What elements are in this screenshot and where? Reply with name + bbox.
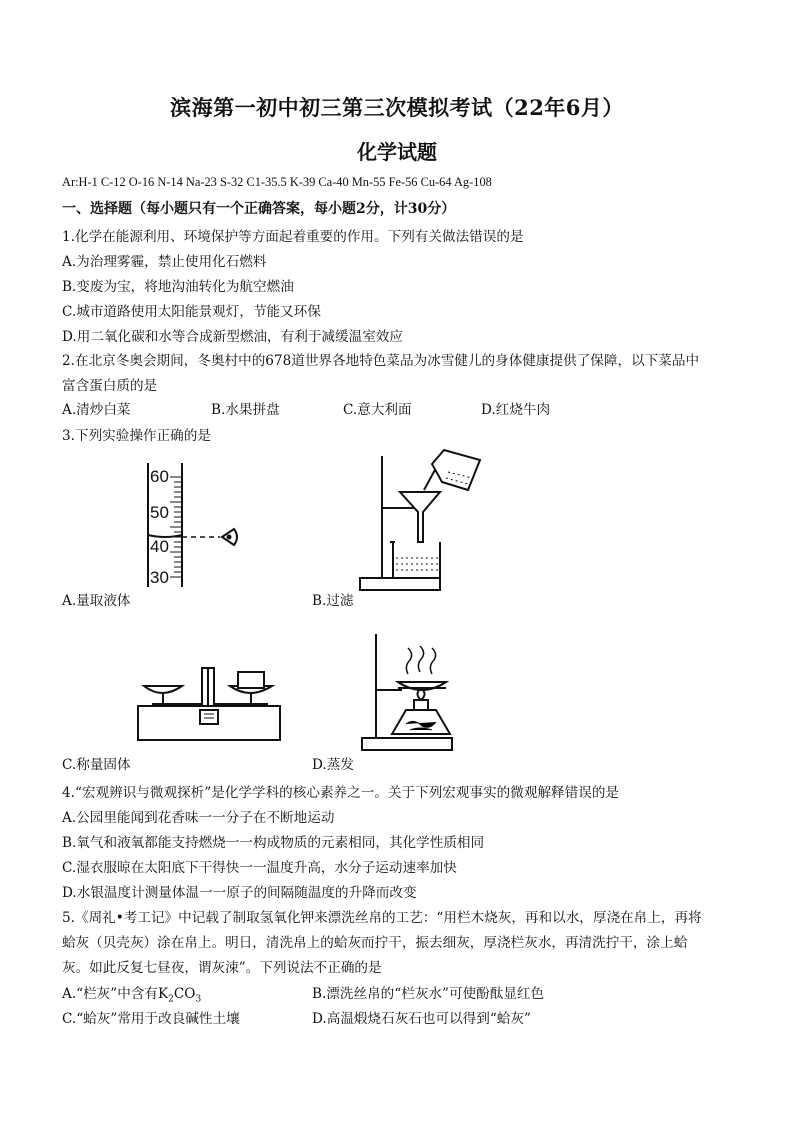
q1-option-b: B.变废为宝，将地沟油转化为航空燃油 — [62, 279, 294, 295]
q5-option-b: B.漂洗丝帛的“栏灰水”可使酚酞显红色 — [312, 986, 545, 1002]
q2-option-b: B.水果拼盘 — [211, 402, 280, 418]
q5-option-d: D.高温煅烧石灰石也可以得到“蛤灰” — [312, 1011, 531, 1027]
q2-option-d: D.红烧牛肉 — [481, 402, 551, 418]
cyl-tick-60: 60 — [150, 467, 169, 486]
q5-option-a-sub2: 3 — [195, 994, 202, 1005]
q4-option-a: A.公园里能闻到花香味一一分子在不断地运动 — [62, 810, 335, 826]
q2-stem-line2: 富含蛋白质的是 — [62, 378, 158, 394]
q5-option-a-suffix: CO — [173, 986, 196, 1002]
q3-stem: 3.下列实验操作正确的是 — [62, 428, 211, 444]
q1-option-c: C.城市道路使用太阳能景观灯，节能又环保 — [62, 304, 321, 320]
q1-stem: 1.化学在能源利用、环境保护等方面起着重要的作用。下列有关做法错误的是 — [62, 229, 524, 245]
exam-title: 滨海第一初中初三第三次模拟考试（22年6月） — [170, 95, 624, 120]
exam-subtitle: 化学试题 — [357, 140, 437, 164]
q5-stem-line3: 灰。如此反复七昼夜，谓灰涑”。下列说法不正确的是 — [62, 960, 382, 976]
q5-option-a — [62, 982, 201, 1005]
q2-option-a: A.清炒白菜 — [62, 402, 131, 418]
q3-option-d: D.蒸发 — [312, 757, 354, 773]
figure-balance — [138, 664, 283, 754]
cyl-tick-50: 50 — [150, 503, 169, 522]
q1-option-a: A.为治理雾霾，禁止使用化石燃料 — [62, 254, 267, 270]
q5-option-c: C.“蛤灰”常用于改良碱性土壤 — [62, 1011, 240, 1027]
q5-stem-line2: 蛤灰（贝壳灰）涂在帛上。明日，清洗帛上的蛤灰而拧干，振去细灰，厚浇栏灰水，再清洗拧干，涂上蛤 — [62, 935, 688, 951]
figure-graduated-cylinder — [130, 455, 250, 590]
cyl-tick-40: 40 — [150, 537, 169, 556]
figure-evaporation — [362, 630, 472, 755]
q3-option-b: B.过滤 — [312, 593, 354, 609]
q3-option-a: A.量取液体 — [62, 593, 131, 609]
q4-option-c: C.湿衣服晾在太阳底下干得快一一温度升高，水分子运动速率加快 — [62, 860, 457, 876]
atomic-masses: Ar:H-1 C-12 O-16 N-14 Na-23 S-32 C1-35.5 K-39 Ca-40 Mn-55 Fe-56 Cu-64 Ag-108 — [62, 175, 492, 189]
section-heading: 一、选择题（每小题只有一个正确答案，每小题2分，计30分） — [62, 201, 456, 217]
cyl-tick-30: 30 — [150, 568, 169, 587]
q3-option-c: C.称量固体 — [62, 757, 131, 773]
q2-option-c: C.意大利面 — [343, 402, 412, 418]
q5-stem-line1: 5.《周礼•考工记》中记载了制取氢氧化钾来漂洗丝帛的工艺：“用栏木烧灰，再和以水，厚浇在帛上，再将 — [62, 910, 702, 926]
q5-option-a-sub1: 2 — [168, 994, 174, 1005]
figure-filtration — [360, 446, 490, 596]
q1-option-d: D.用二氧化碳和水等合成新型燃油，有利于减缓温室效应 — [62, 329, 403, 345]
q2-stem-line1: 2.在北京冬奥会期间，冬奥村中的678道世界各地特色菜品为冰雪健儿的身体健康提供了保障，以下菜品中 — [62, 353, 700, 369]
q4-stem: 4.“宏观辨识与微观探析”是化学学科的核心素养之一。关于下列宏观事实的微观解释错误的是 — [62, 785, 620, 801]
q4-option-d: D.水银温度计测量体温一一原子的间隔随温度的升降而改变 — [62, 885, 417, 901]
q5-option-a-prefix: A.“栏灰”中含有K — [62, 986, 169, 1002]
q4-option-b: B.氧气和液氧都能支持燃烧一一构成物质的元素相同，其化学性质相同 — [62, 835, 485, 851]
